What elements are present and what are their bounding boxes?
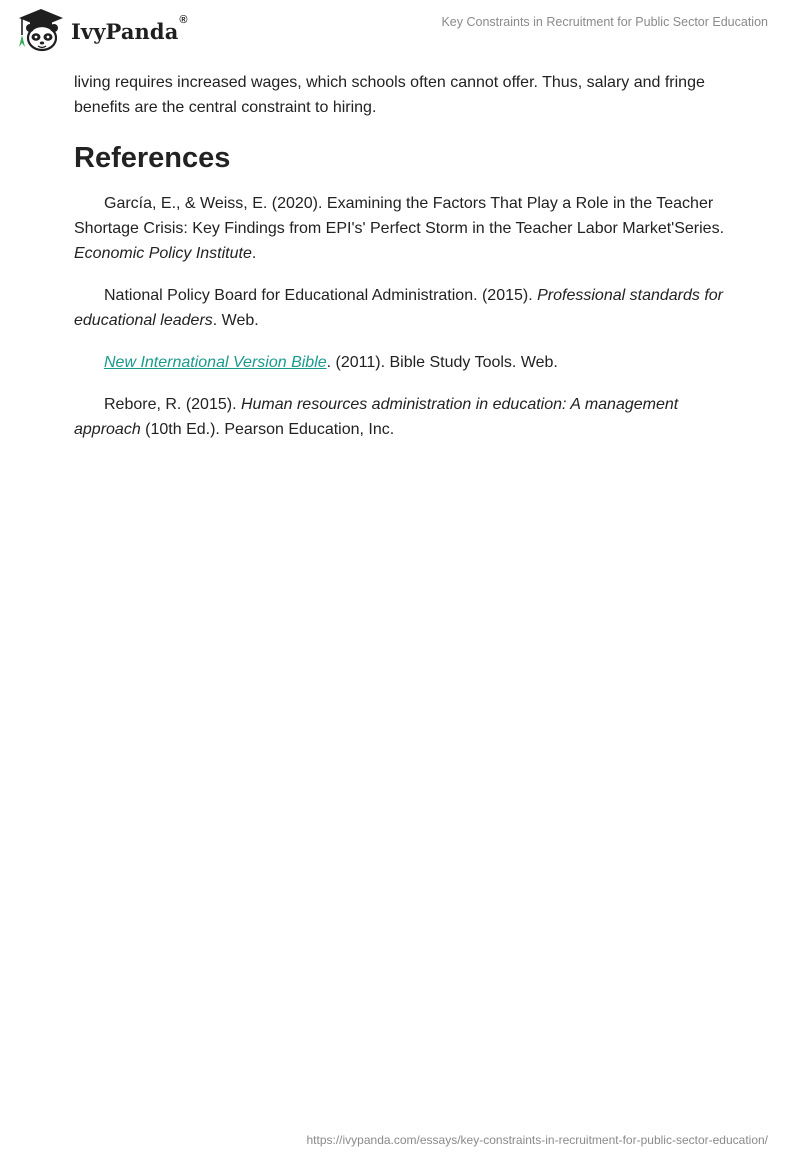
reference-source: Professional standards for educational leaders (74, 287, 723, 329)
reference-text-tail: . Web. (212, 312, 259, 329)
reference-entry (74, 191, 734, 266)
reference-link[interactable]: New International Version Bible (104, 354, 327, 371)
reference-text-tail: . (2011). Bible Study Tools. Web. (326, 354, 558, 371)
reference-text-tail: (10th Ed.). Pearson Education, Inc. (140, 421, 395, 438)
logo-wordmark: IvyPanda (71, 18, 179, 44)
reference-source: Human resources administration in education: A management approach (74, 396, 679, 438)
ivypanda-logo[interactable] (16, 7, 188, 53)
reference-entry (74, 350, 734, 375)
page-header (0, 0, 800, 62)
reference-text: National Policy Board for Educational Administration. (2015). (104, 287, 538, 304)
reference-source: Economic Policy Institute (74, 245, 252, 262)
footer-source-url[interactable]: https://ivypanda.com/essays/key-constraints-in-recruitment-for-public-sector-education/ (306, 1133, 768, 1147)
reference-text: Rebore, R. (2015). (104, 396, 241, 413)
panda-graduation-cap-icon (16, 7, 66, 53)
reference-text-tail: . (251, 245, 257, 262)
references-heading: References (74, 142, 231, 174)
document-body (74, 70, 734, 459)
running-title: Key Constraints in Recruitment for Public Sector Education (441, 15, 768, 29)
reference-entry (74, 392, 734, 442)
registered-mark: ® (179, 14, 188, 26)
continuation-paragraph: living requires increased wages, which schools often cannot offer. Thus, salary and fringe benefits are the central constraint to hiring. (74, 74, 705, 116)
reference-text: García, E., & Weiss, E. (2020). Examining the Factors That Play a Role in the Teacher Shortage Crisis: Key Findings from EPI's' Perfect Storm in the Teacher Labor Market'Series. (74, 195, 725, 237)
reference-entry (74, 283, 734, 333)
